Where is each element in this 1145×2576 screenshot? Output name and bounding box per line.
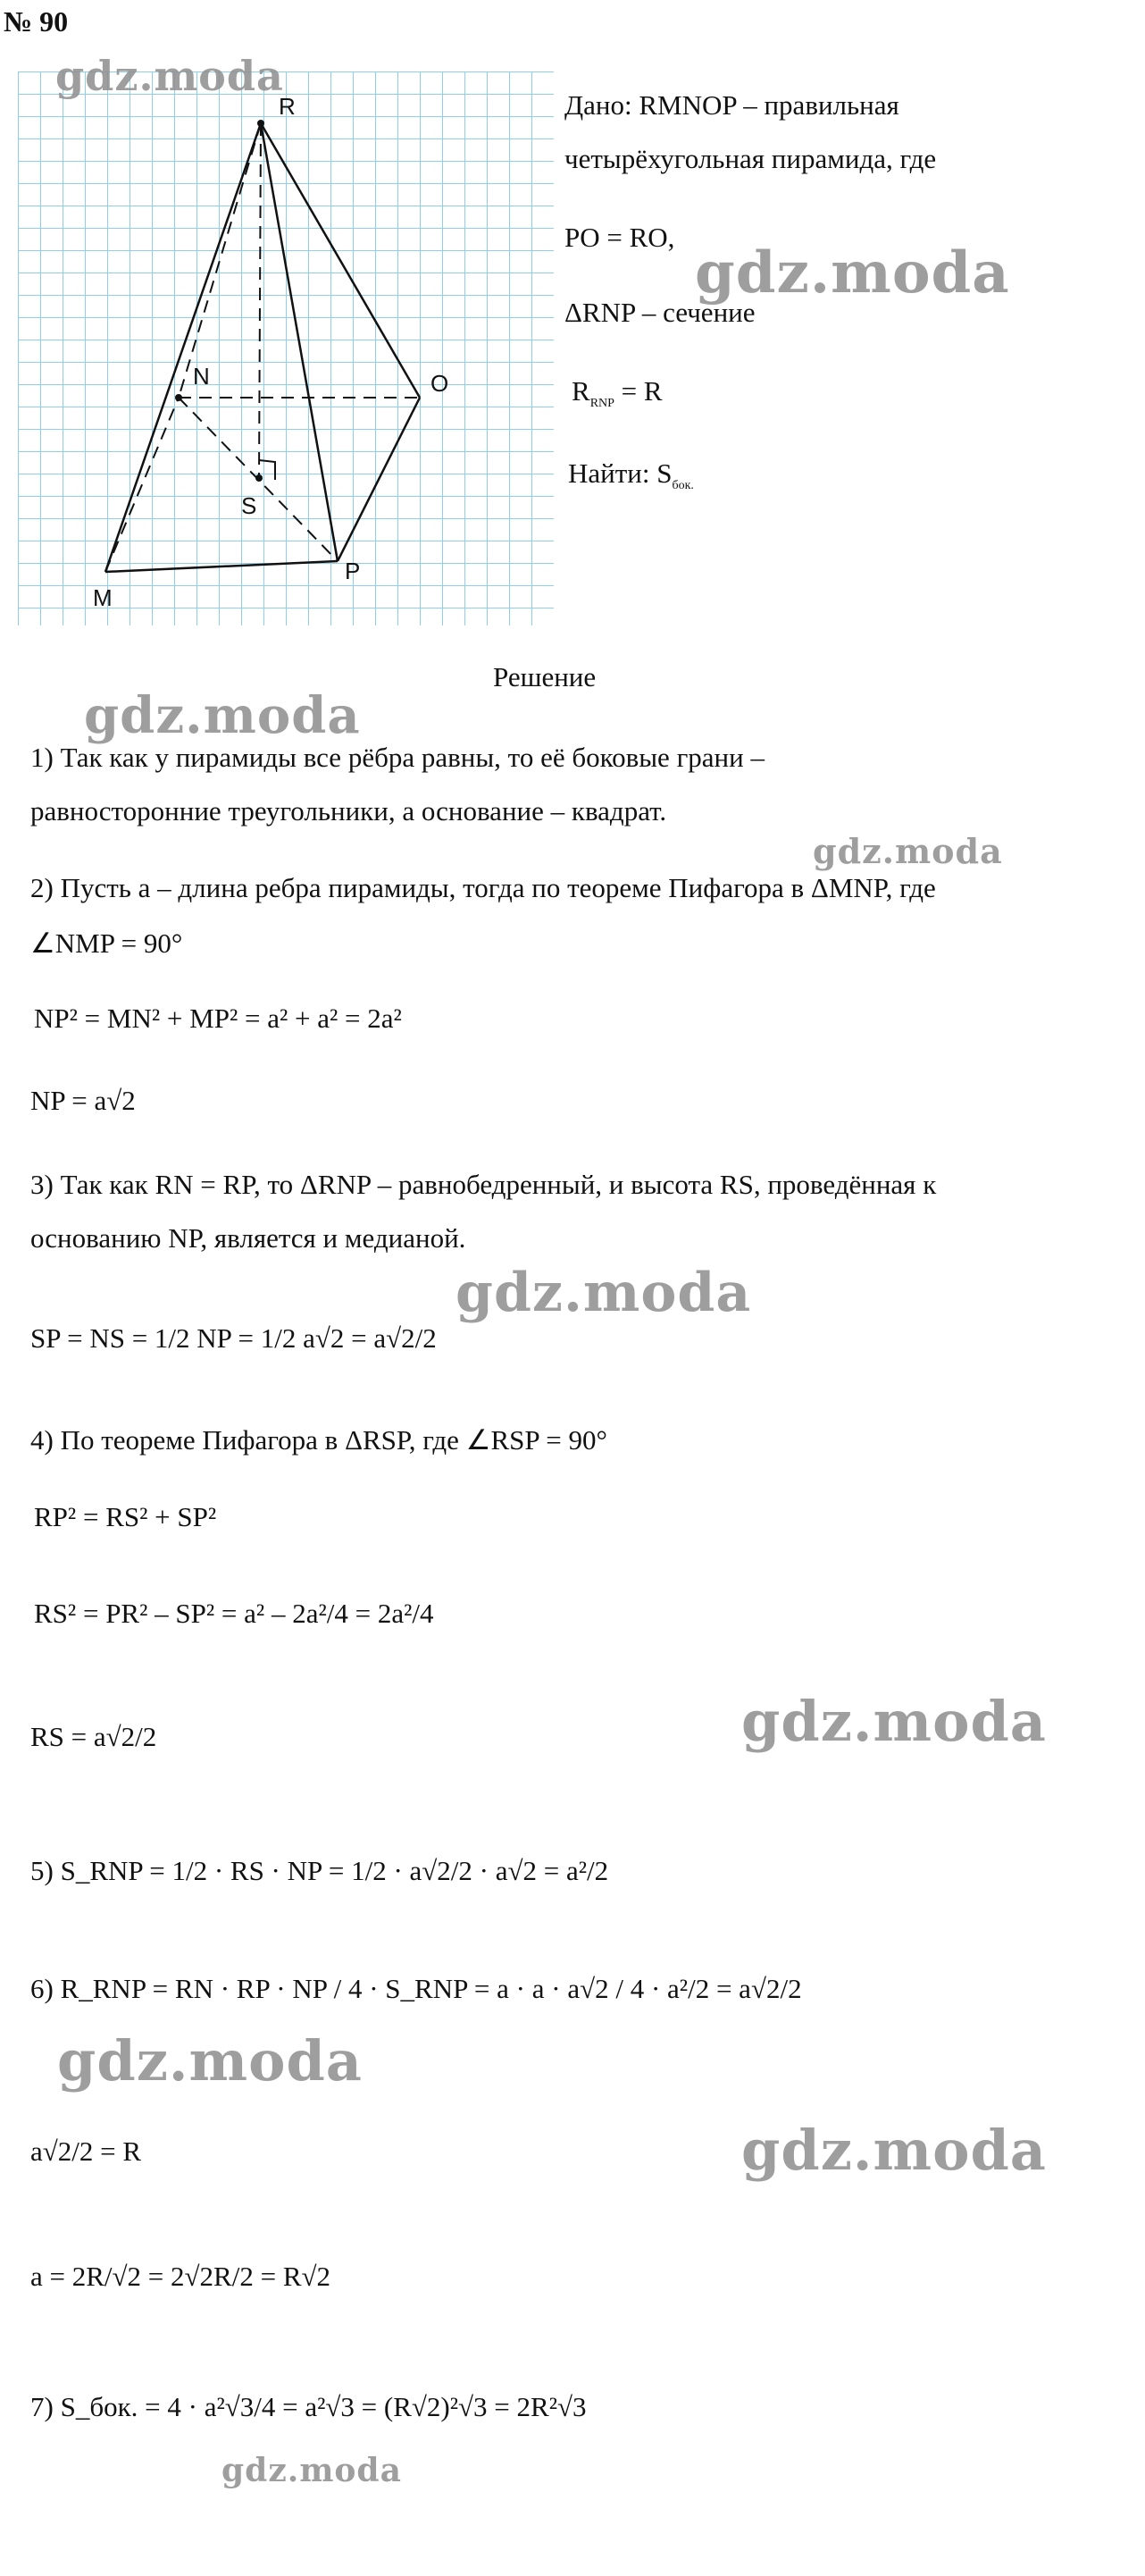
step-6-eq: 6) R_RNP = RN · RP · NP / 4 · S_RNP = a · a · a√2 / 4 · a²/2 = a√2/2: [30, 1973, 802, 2004]
watermark-3: gdz.moda: [84, 686, 361, 745]
step-2-eq-1: NP² = MN² + MP² = a² + a² = 2a²: [34, 1003, 402, 1034]
watermark-4: gdz.moda: [813, 831, 1003, 871]
step-2-line-2: ∠NMP = 90°: [30, 927, 183, 959]
point-R: [257, 120, 264, 127]
step-2-line-1: 2) Пусть a – длина ребра пирамиды, тогда по теореме Пифагора в ΔMNP, где: [30, 872, 936, 903]
step-4-line-1: 4) По теореме Пифагора в ΔRSP, где ∠RSP = 90°: [30, 1424, 607, 1456]
step-5-eq: 5) S_RNP = 1/2 · RS · NP = 1/2 · a√2/2 · a√2 = a²/2: [30, 1855, 609, 1886]
step-3-eq: SP = NS = 1/2 NP = 1/2 a√2 = a√2/2: [30, 1322, 437, 1354]
solution-heading: Решение: [493, 661, 597, 692]
watermark-6: gdz.moda: [741, 1689, 1047, 1754]
step-3-line-1: 3) Так как RN = RP, то ΔRNP – равнобедренный, и высота RS, проведённая к: [30, 1169, 937, 1200]
given-line-2: четырёхугольная пирамида, где: [564, 143, 937, 174]
pyramid-figure: [18, 71, 554, 643]
label-R: R: [279, 93, 296, 120]
given-line-4: ΔRNP – сечение: [564, 297, 756, 328]
point-S: [255, 474, 263, 482]
label-M: M: [93, 584, 113, 611]
given-line-6: Найти: $S_{бок.}$: [568, 457, 694, 493]
step-3-line-2: основанию NP, является и медианой.: [30, 1222, 466, 1254]
step-1-line-2: равносторонние треугольники, а основание – квадрат.: [30, 795, 667, 827]
problem-number: № 90: [4, 5, 69, 38]
given-line-5: $R_{RNP} = R$: [572, 375, 663, 411]
step-4-eq-3: RS = a√2/2: [30, 1721, 157, 1752]
grid-background: [18, 71, 554, 625]
watermark-1: gdz.moda: [55, 52, 284, 100]
watermark-9: gdz.moda: [221, 2452, 402, 2489]
step-6-eq-3: a = 2R/√2 = 2√2R/2 = R√2: [30, 2261, 331, 2292]
watermark-8: gdz.moda: [741, 2118, 1047, 2183]
label-O: O: [430, 370, 449, 397]
step-4-eq-1: RP² = RS² + SP²: [34, 1501, 217, 1532]
given-line-1: Дано: RMNOP – правильная: [564, 89, 899, 121]
label-N: N: [193, 363, 210, 390]
step-2-eq-2: NP = a√2: [30, 1085, 136, 1116]
given-line-3: PO = RO,: [564, 222, 675, 253]
watermark-2: gdz.moda: [695, 239, 1010, 306]
step-1-line-1: 1) Так как у пирамиды все рёбра равны, то её боковые грани –: [30, 742, 765, 773]
step-4-eq-2: RS² = PR² – SP² = a² – 2a²/4 = 2a²/4: [34, 1598, 434, 1629]
point-N: [175, 394, 182, 401]
watermark-7: gdz.moda: [57, 2028, 363, 2094]
step-6-eq-2: a√2/2 = R: [30, 2135, 142, 2167]
watermark-5: gdz.moda: [455, 1262, 752, 1324]
step-7-eq: 7) S_бок. = 4 · a²√3/4 = a²√3 = (R√2)²√3 = 2R²√3: [30, 2391, 587, 2422]
label-P: P: [345, 558, 361, 584]
label-S: S: [241, 492, 257, 519]
